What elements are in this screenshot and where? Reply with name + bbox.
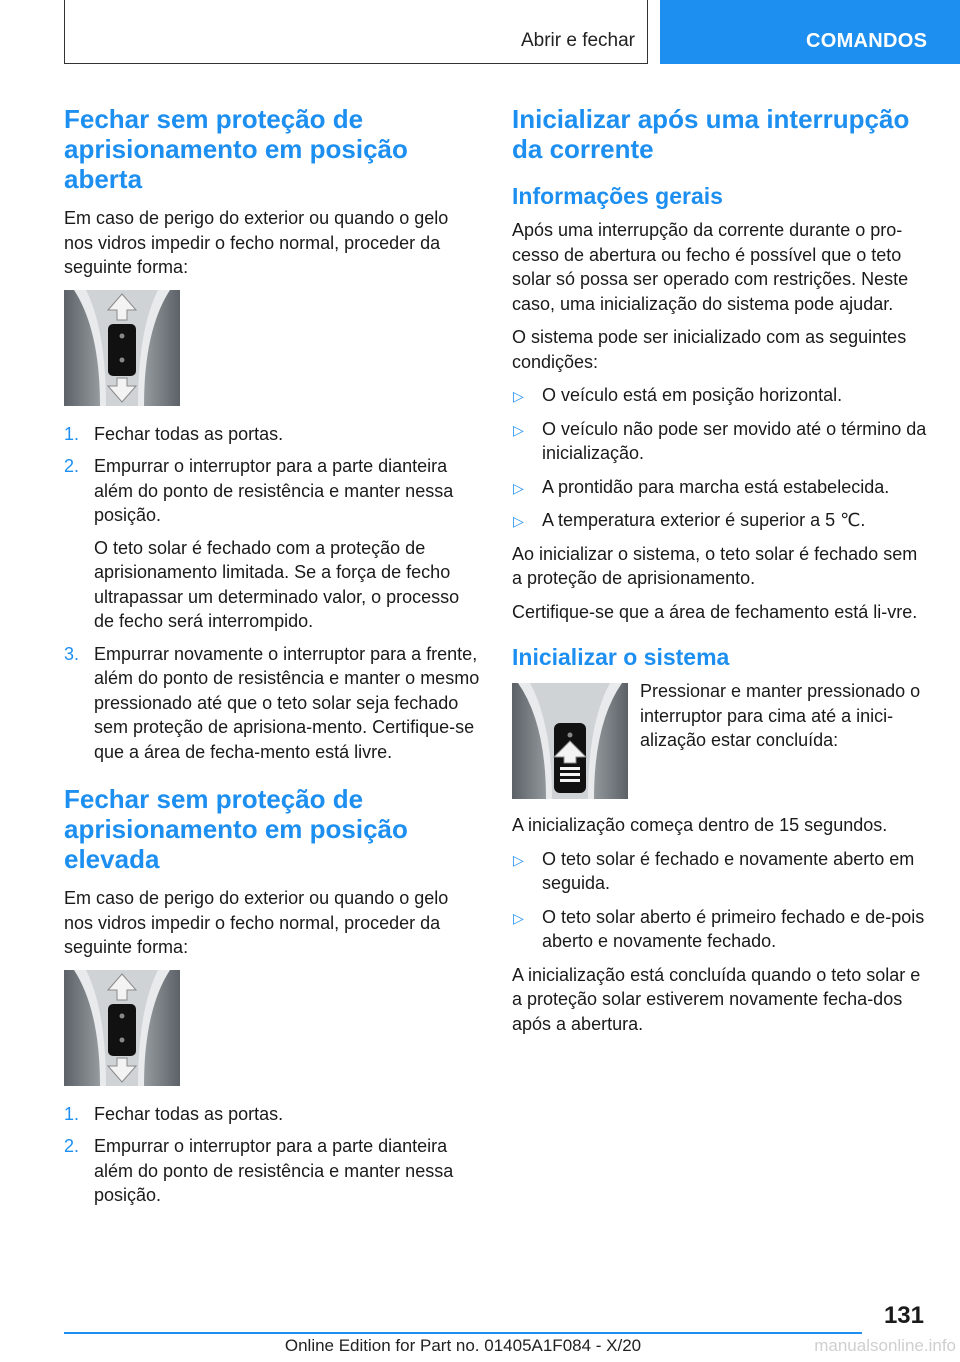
header-section-title: Abrir e fechar <box>520 30 635 51</box>
close-steps-list-2 <box>64 1102 482 1208</box>
heading-close-raised-position: Fechar sem proteção de aprisionamento em posição elevada <box>64 784 408 874</box>
footer-edition-text: Online Edition for Part no. 01405A1F084 - X/20 <box>284 1336 642 1355</box>
init-complete-paragraph: A inicialização está concluída quando o teto solar e a proteção solar estiverem novamente fecha‐dos após a abertura. <box>512 964 921 1034</box>
list-item: ▷ A temperatura exterior é superior a 5 ℃. <box>512 508 932 533</box>
triangle-bullet-icon: ▷ <box>513 479 524 496</box>
init-start-paragraph: A inicialização começa dentro de 15 segundos. <box>512 815 888 835</box>
init-steps-list <box>512 847 932 954</box>
footer-divider <box>64 1332 862 1334</box>
close-steps-list <box>64 422 482 765</box>
list-item: ▷ A prontidão para marcha está estabelecida. <box>512 475 932 500</box>
general-paragraph: Após uma interrupção da corrente durante o pro‐cesso de abertura ou fecho é possível que o teto solar só possa ser operado com restrições. Neste caso, uma inicialização do sistema pode ajudar. <box>512 220 909 314</box>
header-chapter-tab[interactable]: COMANDOS <box>660 0 960 64</box>
init-note-paragraph: Ao inicializar o sistema, o teto solar é fechado sem a proteção de aprisionamento. <box>512 543 918 588</box>
list-item: 1. Fechar todas as portas. <box>64 423 284 444</box>
list-item: 2. Empurrar o interruptor para a parte dianteira além do ponto de resistência e manter nessa posição. <box>64 1136 454 1205</box>
list-item: 2. Empurrar o interruptor para a parte dianteira além do ponto de resistência e manter nessa posição. O teto solar é fechado com a proteção de aprisionamento limitada. Se a força de fecho ultrapassar um determinado valor, o processo de fecho será interrompido. <box>64 456 460 631</box>
triangle-bullet-icon: ▷ <box>513 851 524 868</box>
triangle-bullet-icon: ▷ <box>513 513 524 529</box>
switch-push-up-image <box>512 683 628 799</box>
switch-push-forward-image-2 <box>64 970 180 1086</box>
switch-push-forward-image <box>64 290 180 406</box>
triangle-bullet-icon: ▷ <box>513 909 524 926</box>
right-column <box>512 104 932 1045</box>
list-item: 1. Fechar todas as portas. <box>64 1103 284 1124</box>
watermark-logo: manualsonline.info <box>814 1336 956 1355</box>
list-item: ▷ O teto solar é fechado e novamente aberto em seguida. <box>513 848 915 893</box>
init-instruction-text: Pressionar e manter pressionado o interruptor para cima até a inici‐alização estar concluída: <box>640 681 921 750</box>
list-item: ▷ O veículo está em posição horizontal. <box>512 383 932 408</box>
header-frame <box>64 0 648 64</box>
list-item: 3. Empurrar novamente o interruptor para a frente, além do ponto de resistência e manter o mesmo pressionado até que o teto solar seja fechado sem proteção de aprisiona‐mento. Certifique-se que a área de fecha‐mento está livre. <box>64 643 480 762</box>
heading-initialize-after-power-loss: Inicializar após uma interrupção da corrente <box>512 104 910 164</box>
heading-general-information: Informações gerais <box>512 183 723 209</box>
triangle-bullet-icon: ▷ <box>513 421 524 438</box>
heading-close-open-position: Fechar sem proteção de aprisionamento em posição aberta <box>64 104 408 194</box>
conditions-intro: O sistema pode ser inicializado com as seguintes condições: <box>512 327 907 372</box>
init-instruction-block <box>512 679 932 799</box>
page-number: 131 <box>883 1302 924 1329</box>
conditions-list <box>512 383 932 533</box>
list-item: ▷ O teto solar aberto é primeiro fechado e de‐pois aberto e novamente fechado. <box>513 906 925 951</box>
triangle-bullet-icon: ▷ <box>513 388 524 404</box>
heading-initialize-system: Inicializar o sistema <box>512 644 730 670</box>
left-column <box>64 104 482 1216</box>
intro-paragraph: Em caso de perigo do exterior ou quando o gelo nos vidros impedir o fecho normal, proceder da seguinte forma: <box>64 208 449 277</box>
init-area-paragraph: Certifique-se que a área de fechamento está li‐vre. <box>512 601 918 622</box>
list-item: ▷ O veículo não pode ser movido até o término da inicialização. <box>513 418 927 463</box>
intro-paragraph-2: Em caso de perigo do exterior ou quando o gelo nos vidros impedir o fecho normal, proceder da seguinte forma: <box>64 888 449 957</box>
